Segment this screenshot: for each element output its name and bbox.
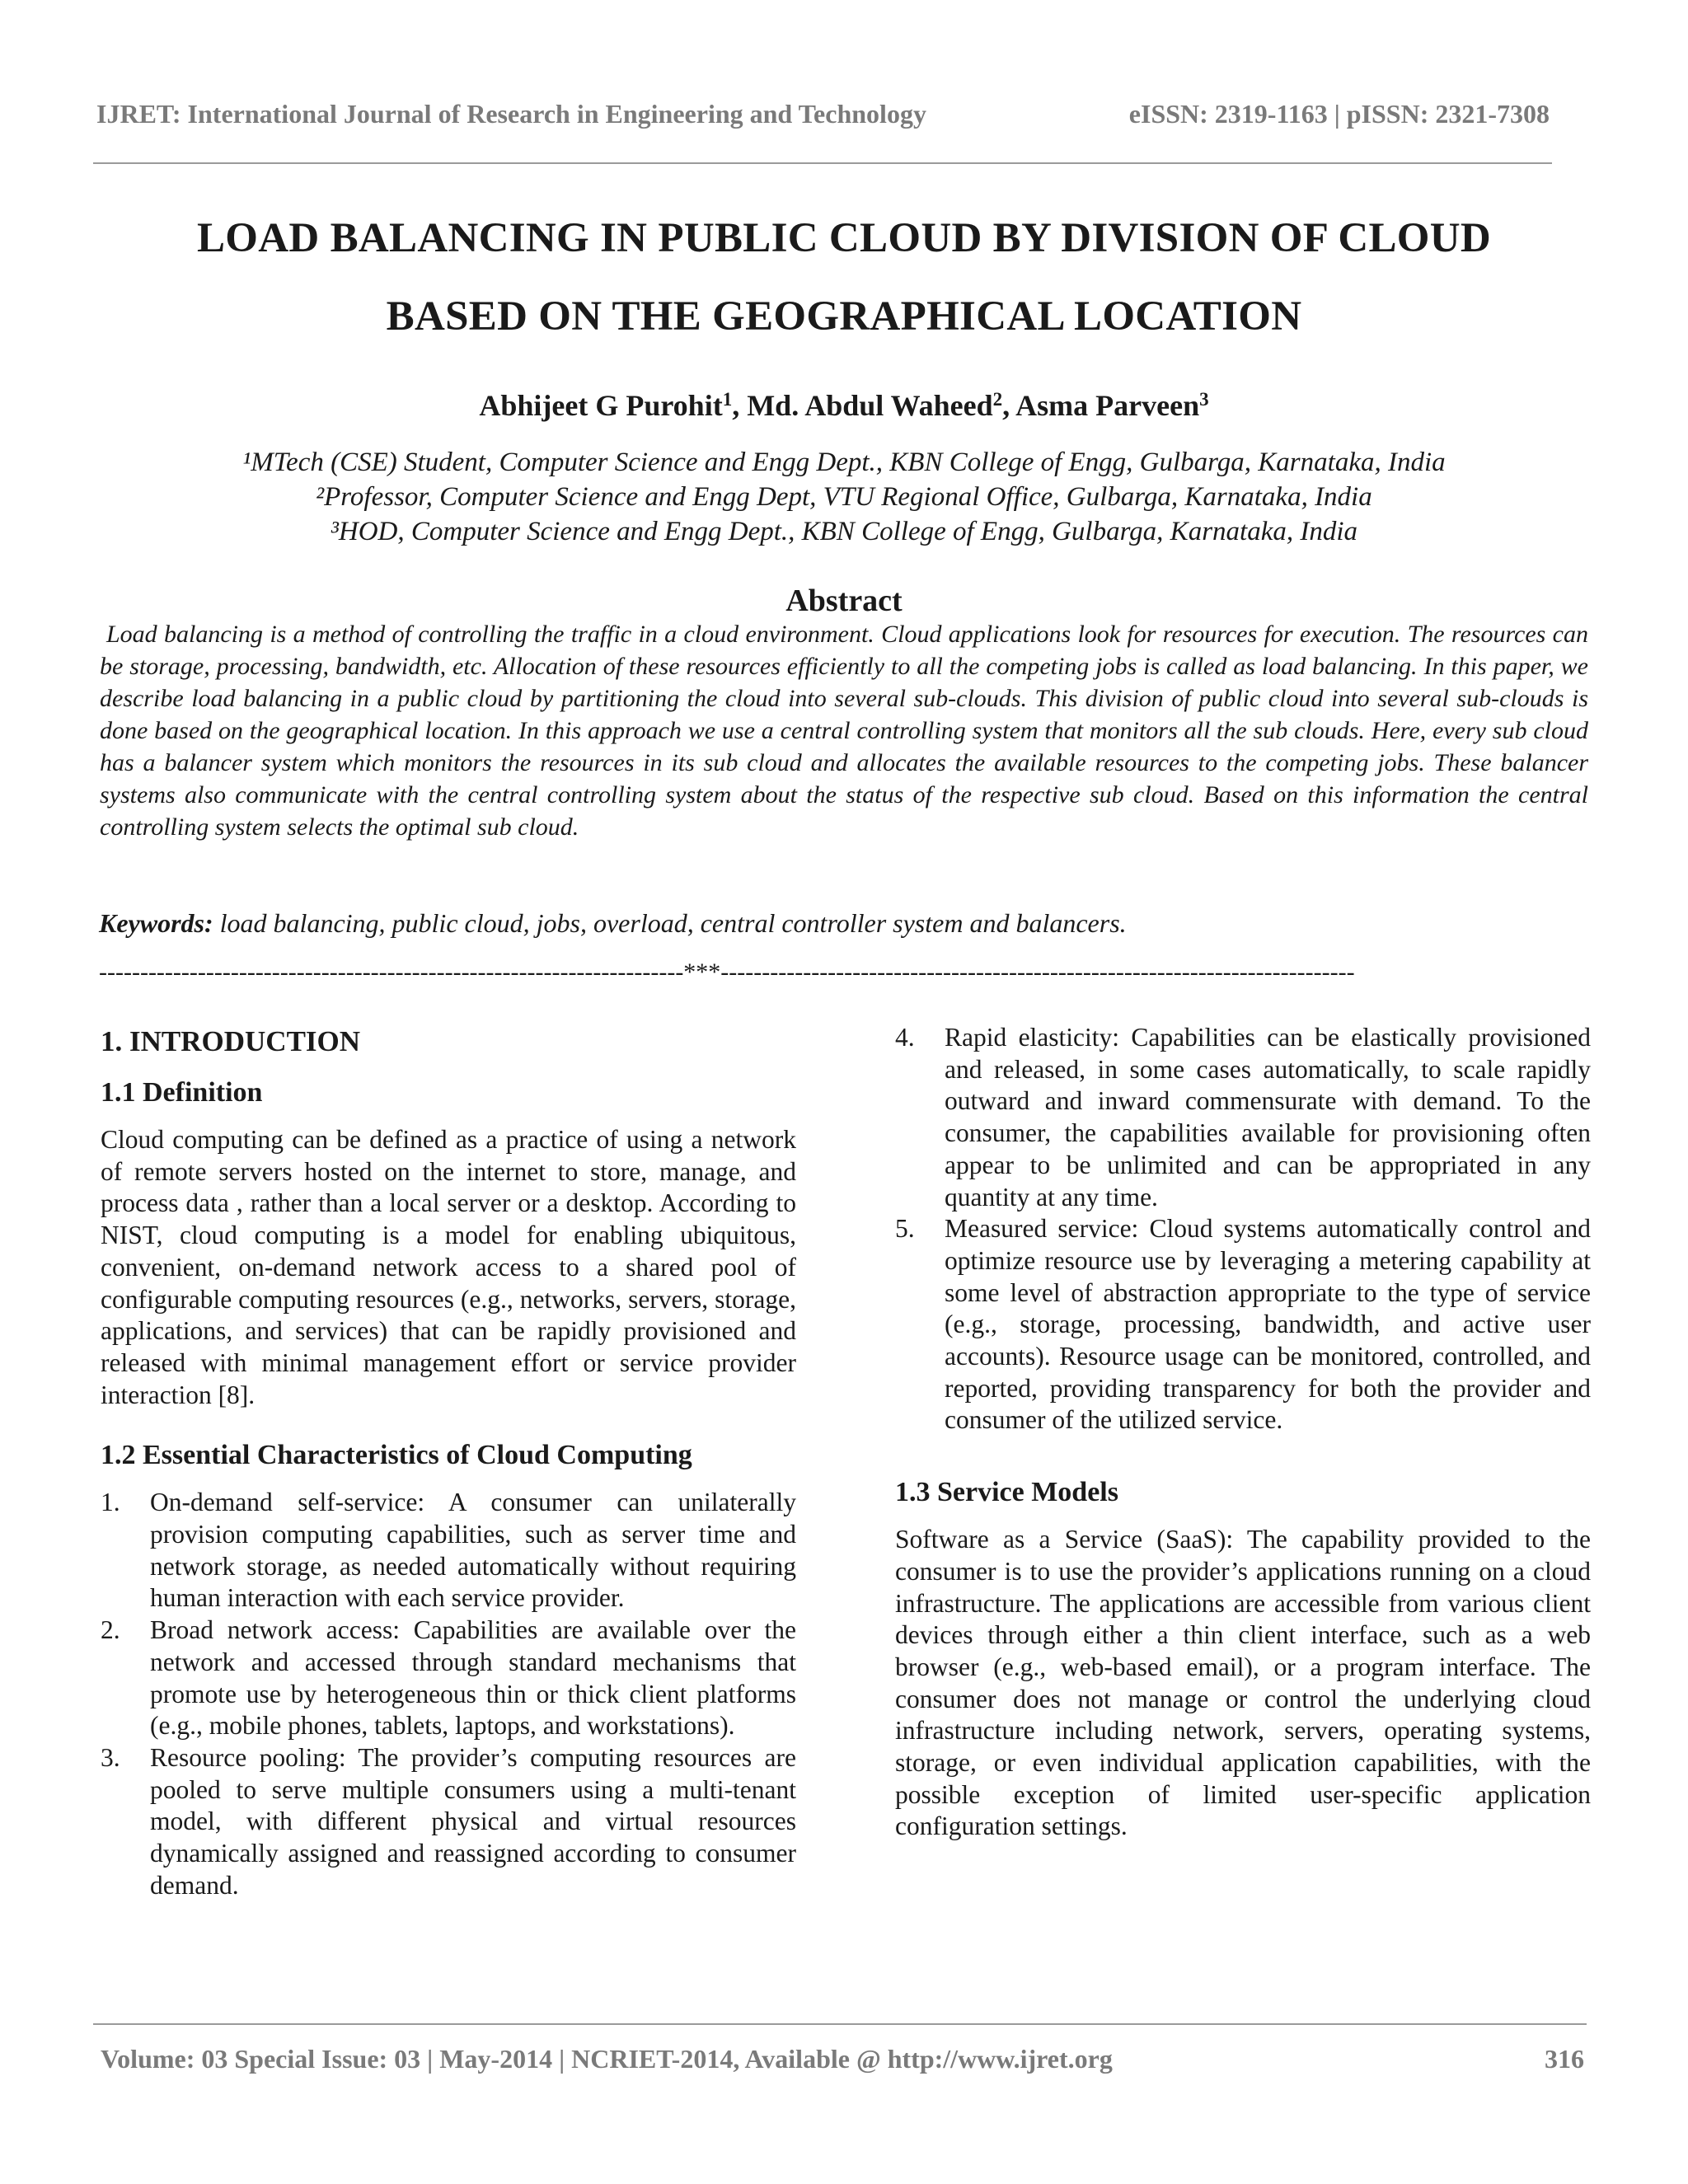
- author-affil-mark: 2: [992, 389, 1003, 410]
- volume-info: Volume: 03 Special Issue: 03 | May-2014 | NCRIET-2014, Available @ http://www.ijret.org: [101, 2044, 1113, 2074]
- author-sep: ,: [1002, 389, 1016, 422]
- issn-info: eISSN: 2319-1163 | pISSN: 2321-7308: [1128, 99, 1550, 129]
- footer-rule: [93, 2023, 1587, 2025]
- list-item-text: Broad network access: Capabilities are available over the network and accessed through standard mechanisms that promote use by heterogeneous thin or thick client platforms (e.g., mobile phones, tablets, laptops, and workstations).: [150, 1615, 796, 1741]
- section-separator: -----------------------------------------------------------------------***-----------------------------------------------------------------------------: [99, 958, 1355, 986]
- paper-title: [99, 199, 1589, 356]
- list-item: [101, 1487, 796, 1615]
- list-item-text: On-demand self-service: A consumer can unilaterally provision computing capabilities, such as server time and network storage, as needed automatically without requiring human interaction with each service provider.: [150, 1488, 796, 1613]
- left-column: [101, 1022, 796, 1901]
- list-item-text: Resource pooling: The provider’s computing resources are pooled to serve multiple consumers using a multi-tenant model, with different physical and virtual resources dynamically assigned and reassigned according to consumer demand.: [150, 1742, 796, 1900]
- author-affil-mark: 3: [1199, 389, 1209, 410]
- keywords: [99, 905, 1587, 941]
- title-line-1: LOAD BALANCING IN PUBLIC CLOUD BY DIVISION OF CLOUD: [196, 215, 1492, 261]
- affiliations: [99, 445, 1589, 549]
- journal-name: IJRET: International Journal of Research in Engineering and Technology: [96, 99, 926, 129]
- list-number: 2.: [101, 1615, 120, 1645]
- list-item: [101, 1615, 796, 1742]
- author-name: Md. Abdul Waheed: [747, 389, 993, 422]
- service-models-paragraph: Software as a Service (SaaS): The capability provided to the consumer is to use the provider’s applications running on a cloud infrastructure. The applications are accessible from various client devices through either a thin client interface, such as a web browser (e.g., web-based email), or a program interface. The consumer does not manage or control the underlying cloud infrastructure including network, servers, operating systems, storage, or even individual application capabilities, with the possible exception of limited user-specific application configuration settings.: [895, 1525, 1591, 1841]
- list-item: [895, 1213, 1591, 1436]
- list-number: 4.: [895, 1023, 915, 1052]
- header-rule: [93, 162, 1552, 164]
- author-list: [99, 386, 1589, 425]
- author-name: Abhijeet G Purohit: [479, 389, 723, 422]
- affiliation-3: ³HOD, Computer Science and Engg Dept., KBN College of Engg, Gulbarga, Karnataka, India: [330, 517, 1358, 546]
- right-column: [895, 1022, 1591, 1843]
- list-item-text: Rapid elasticity: Capabilities can be elastically provisioned and released, in some cases automatically, to scale rapidly outward and inward commensurate with demand. To the consumer, the capabilities available for provisioning often appear to be unlimited and can be appropriated in any quantity at any time.: [945, 1023, 1591, 1212]
- subsection-heading-service-models: 1.3 Service Models: [895, 1477, 1118, 1508]
- affiliation-2: ²Professor, Computer Science and Engg Dept, VTU Regional Office, Gulbarga, Karnataka, India: [316, 482, 1372, 512]
- abstract-text: Load balancing is a method of controlling the traffic in a cloud environment. Cloud applications look for resources for execution. The resources can be storage, processing, bandwidth, etc. Allocation of these resources efficiently to all the competing jobs is called as load balancing. In this paper, we describe load balancing in a public cloud by partitioning the cloud into several sub-clouds. This division of public cloud into several sub-clouds is done based on the geographical location. In this approach we use a central controlling system that monitors all the sub clouds. Here, every sub cloud has a balancer system which monitors the resources in its sub cloud and allocates the available resources to the competing jobs. These balancer systems also communicate with the central controlling system about the status of the respective sub cloud. Based on this information the central controlling system selects the optimal sub cloud.: [100, 621, 1588, 841]
- keywords-text: load balancing, public cloud, jobs, overload, central controller system and balancers.: [213, 908, 1127, 938]
- characteristics-list: [101, 1487, 796, 1901]
- author-name: Asma Parveen: [1015, 389, 1200, 422]
- definition-paragraph: Cloud computing can be defined as a practice of using a network of remote servers hosted on the internet to store, manage, and process data , rather than a local server or a desktop. According to NIST, cloud computing is a model for enabling ubiquitous, convenient, on-demand network access to a shared pool of configurable computing resources (e.g., networks, servers, storage, applications, and services) that can be rapidly provisioned and released with minimal management effort or service provider interaction [8].: [101, 1125, 796, 1409]
- author-affil-mark: 1: [722, 389, 733, 410]
- list-number: 1.: [101, 1488, 120, 1517]
- list-item: [101, 1742, 796, 1902]
- list-item-text: Measured service: Cloud systems automatically control and optimize resource use by leveraging a metering capability at some level of abstraction appropriate to the type of service (e.g., storage, processing, bandwidth, and active user accounts). Resource usage can be monitored, controlled, and reported, providing transparency for both the provider and consumer of the utilized service.: [945, 1214, 1591, 1435]
- author-sep: ,: [732, 389, 748, 422]
- list-number: 3.: [101, 1742, 120, 1772]
- affiliation-1: ¹MTech (CSE) Student, Computer Science and Engg Dept., KBN College of Engg, Gulbarga, Karnataka, India: [242, 448, 1446, 477]
- section-heading-introduction: 1. INTRODUCTION: [101, 1025, 361, 1057]
- abstract-heading: Abstract: [785, 583, 903, 618]
- title-line-2: BASED ON THE GEOGRAPHICAL LOCATION: [386, 293, 1302, 340]
- list-item: [895, 1022, 1591, 1213]
- subsection-heading-characteristics: 1.2 Essential Characteristics of Cloud Computing: [101, 1440, 692, 1471]
- list-number: 5.: [895, 1214, 915, 1244]
- subsection-heading-definition: 1.1 Definition: [101, 1077, 263, 1108]
- running-header: [96, 99, 1550, 134]
- keywords-label: Keywords:: [99, 908, 213, 938]
- characteristics-list-continued: [895, 1022, 1591, 1436]
- page-number: 316: [1545, 2044, 1584, 2074]
- running-footer: [101, 2044, 1584, 2080]
